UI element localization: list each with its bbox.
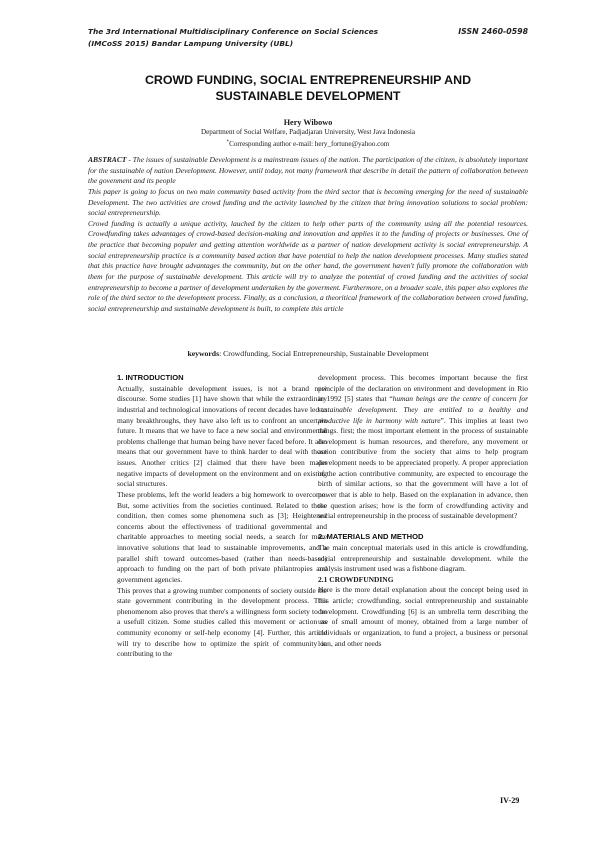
abstract-paragraph-3: Crowd funding is actually a unique activity, lauched by the citizen to help other parts of the community using all the potential resources. Crowdfunding takes advantages of crowd-based decision-making and innovation and applies it to the funding of projects or businesses. One of the practice that becoming populer and getting attention worldwide as a partner of nation development activity is social entrepreneurship. A social entrepreneurship practice is a community based action that have potential to help the nation development processes. Many studies stated that this practice have brought advantages the community, but on the other hand, the government haven't fully promote the collaboration with them for the purpose of sustainable development. This article will try to analyze the potential of crowd funding and the activities of social entrepreneurship to become a partner of development undertaken by the goverment. Furthermore, on a broader scale, this paper also explores the role of the third sector to the development process. Finally, as a conclusion, a theoritical framework of the collaboration between crowd funding, social entrepreneurship and sustainable development is built, to complete this article	[88, 218, 528, 313]
conference-line-2: (IMCoSS 2015) Bandar Lampung University (UBL)	[88, 39, 294, 48]
rio-declaration-quote: human beings are the centre of concern for sustainable development. They are entitled to a healthy and productive life in harmony with nature	[318, 394, 529, 425]
corresponding-email: Corresponding author e-mail: hery_fortune@yahoo.com	[229, 140, 390, 148]
body-paragraph: The main conceptual materials used in this article is crowdfunding, social entrepreneurship and sustainable development. while the analysis instrument used was a fishbone diagram.	[318, 542, 528, 574]
body-paragraph: Here is the more detail explanation about the concept being used in this article; crowdfunding, social entrepreneurship and sustainable development. Crowdfunding [6] is an umbrella term describing the use of small amount of money, obtained from a large number of individuals or organization, to fund a project, a business or personal loan, and other needs	[318, 585, 528, 648]
corresponding-author	[88, 138, 528, 149]
corresponding-mark: *	[226, 140, 230, 145]
abstract-label: ABSTRACT	[88, 155, 127, 164]
keywords-label: keywords	[187, 349, 220, 358]
section-heading-introduction: 1. INTRODUCTION	[117, 373, 184, 382]
body-text: ”. This implies at least two things. first; the most important element in the process of sustainable development is human resources, and therefore, any movement or action contributive from the society that aims to help program development needs to be appreciated properly. A proper appreciation of the action contributive community, are expected to encourage the birth of similar actions, so that the government will have a lot of power that is able to help. Based on the explanation in advance, then the question arises; how is the form of crowdfunding activity and social entrepreneurship in the process of sustainable development?	[318, 415, 528, 521]
section-heading-materials: 2. MATERIALS AND METHOD	[318, 532, 424, 542]
subsection-heading-crowdfunding: 2.1 CROWDFUNDING	[318, 574, 394, 584]
keywords-list: : Crowdfunding, Social Entrepreneurship, Sustainable Development	[219, 349, 429, 358]
body-paragraph: This proves that a growing number components of society outside the state government contributing in the development process. This phenomenom also proves that there's a willingness form society to be a usefull citizen. Some studies called this movement or action as community economy or self-help economy [4]. Further, this article will try to describe how to optimize the spirit of community in contributing to the	[117, 585, 327, 659]
title-line-2: SUSTAINABLE DEVELOPMENT	[215, 89, 401, 103]
page-number: IV-29	[500, 796, 520, 805]
abstract	[88, 155, 528, 314]
spacer	[318, 522, 528, 533]
issn-label: ISSN 2460-0598	[458, 27, 528, 36]
abstract-paragraph-2: This paper is going to focus on two main community based activity from the third sector that is becoming emerging for the need of sustainable Development. The two activities are crowd funding and the activity launched by the citizen that bring innovation solutions to social problem: social entrepreneurship.	[88, 186, 528, 218]
abstract-paragraph-1	[88, 155, 528, 187]
author-affiliation: Department of Social Welfare, Padjadjaran University, West Java Indonesia	[200, 128, 416, 136]
running-header	[88, 26, 528, 50]
left-column	[117, 373, 327, 660]
body-paragraph: Actually, sustainable development issues, is not a brand new discourse. Some studies [1] have shown that while the extraordinary industrial and technological innovations of recent decades have led to many breakthroughs, they have also left us to confront an uncertain future. It means that we have to face a new social and environmental problems challenge that human being have never faced before. It also means that our government have to think harder to deal with those issues. Another critics [2] claimed that there have been major negative impacts of development on the environment and on existing social structures.	[117, 383, 327, 489]
title-line-1: CROWD FUNDING, SOCIAL ENTREPRENEURSHIP AND	[144, 73, 472, 87]
body-paragraph	[318, 373, 528, 522]
paper-title	[88, 72, 528, 104]
author-name: Hery Wibowo	[283, 118, 333, 127]
abstract-text-1: - The issues of sustainable Development is a mainstream issues of the nation. The participation of the citizen, is absolutely important for the sustainable of nation Development. However, until today, not many framework that describe in detail the pattern of collaboration between the govenment and its people	[88, 155, 529, 186]
body-text: development process. This becomes important because the first principle of the declaration on environment and development in Rio in 1992 [5] states that “	[318, 373, 528, 404]
conference-line-1: The 3rd International Multidisciplinary Conference on Social Sciences	[88, 27, 378, 36]
body-paragraph: These problems, left the world leaders a big homework to overcome. But, some activities from the societies continued. Related to those condition, then comes some phenomena such as [3]; Heightened concerns about the effectiveness of traditional governmental and charitable approaches to meeting social needs, a search for more innovative solutions that lead to sustainable improvements, and a parallel shift toward outcomes-based (rather than needs-based) approach to funding on the part of both private philantropies and government agencies.	[117, 489, 327, 584]
right-column	[318, 373, 528, 649]
keywords	[88, 349, 528, 359]
